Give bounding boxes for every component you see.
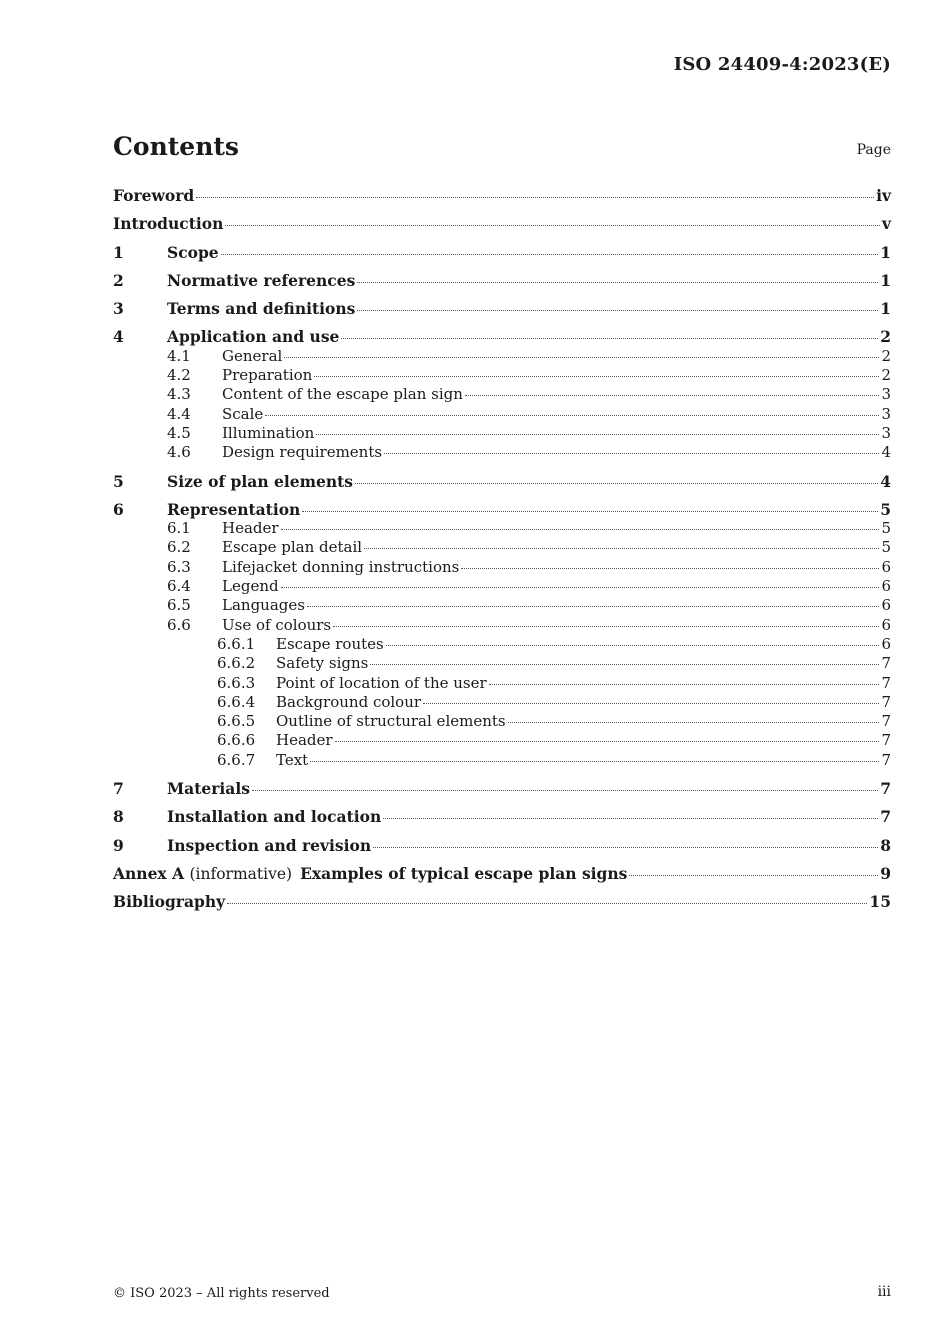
toc-entry[interactable] [113, 779, 891, 798]
toc-entry[interactable] [113, 519, 891, 538]
dot-leader [386, 645, 880, 646]
toc-entry-number: 6.6.6 [217, 731, 256, 750]
toc-entry-title: Bibliography [113, 892, 226, 912]
toc-entry-number: 4 [113, 327, 124, 347]
toc-entry[interactable] [113, 616, 891, 635]
toc-entry-page: 4 [880, 471, 891, 491]
toc-entry-title [113, 864, 627, 883]
toc-entry-number: 6.6.7 [217, 750, 256, 769]
annex-note: (informative) [189, 864, 293, 883]
page-column-label: Page [856, 142, 891, 158]
toc-entry-page: 7 [881, 731, 891, 750]
dot-leader [281, 587, 880, 588]
toc-entry-number: 4.1 [167, 346, 191, 365]
toc-entry-title: Materials [167, 779, 250, 799]
toc-entry-page: 3 [881, 404, 891, 423]
toc-entry-page: 7 [881, 654, 891, 673]
toc-entry-page: 6 [881, 634, 891, 653]
toc-entry-number: 7 [113, 779, 124, 799]
dot-leader [252, 790, 878, 791]
toc-entry[interactable] [113, 443, 891, 462]
dot-leader [355, 483, 878, 484]
toc-entry[interactable] [113, 214, 891, 233]
toc-entry-number: 1 [113, 242, 124, 262]
toc-entry[interactable] [113, 186, 891, 205]
dot-leader [281, 529, 880, 530]
toc-entry-page: 6 [881, 557, 891, 576]
toc-entry-page: 8 [880, 835, 891, 855]
toc-entry-number: 6.6.3 [217, 673, 256, 692]
toc-entry[interactable] [113, 577, 891, 596]
toc-entry-number: 6.6.5 [217, 712, 256, 731]
toc-entry-number: 2 [113, 270, 124, 290]
toc-entry[interactable] [113, 538, 891, 557]
toc-entry[interactable] [113, 243, 891, 262]
toc-entry-page: 6 [881, 615, 891, 634]
dot-leader [489, 684, 880, 685]
toc-entry-page: 2 [880, 327, 891, 347]
toc-entry[interactable] [113, 635, 891, 654]
toc-entry-number: 6.6.2 [217, 654, 256, 673]
dot-leader [370, 664, 879, 665]
toc-entry[interactable] [113, 807, 891, 826]
toc-entry-title: Normative references [167, 270, 356, 290]
toc-entry-page: 7 [881, 750, 891, 769]
toc-entry-title: Legend [222, 577, 279, 596]
dot-leader [221, 254, 879, 255]
toc-entry-title: Design requirements [222, 443, 383, 462]
toc-entry-page: 3 [881, 423, 891, 442]
toc-entry-title: Application and use [167, 327, 340, 347]
toc-entry[interactable] [113, 892, 891, 911]
toc-entry-title: Escape routes [276, 634, 384, 653]
annex-label: Annex A [113, 863, 185, 883]
toc-entry[interactable] [113, 751, 891, 770]
dot-leader [265, 415, 879, 416]
toc-entry-page: 4 [881, 443, 891, 462]
dot-leader [310, 761, 879, 762]
toc-entry-title: Scope [167, 242, 219, 262]
toc-entry-page: 15 [869, 892, 891, 912]
toc-entry-number: 4.3 [167, 385, 191, 404]
toc-entry-title: Lifejacket donning instructions [222, 557, 460, 576]
toc-entry-page: 7 [880, 779, 891, 799]
toc-entry-number: 4.4 [167, 404, 191, 423]
toc-entry-title: Escape plan detail [222, 538, 363, 557]
toc-entry[interactable] [113, 500, 891, 519]
toc-entry[interactable] [113, 693, 891, 712]
toc-entry-title: Point of location of the user [276, 673, 487, 692]
toc-entry-page: 7 [881, 692, 891, 711]
toc-entry-page: v [881, 214, 891, 234]
toc-entry-title: Preparation [222, 366, 313, 385]
toc-entry-title: Background colour [276, 692, 422, 711]
dot-leader [373, 847, 878, 848]
dot-leader [341, 338, 878, 339]
toc-entry[interactable] [113, 472, 891, 491]
contents-heading: Contents [113, 132, 240, 161]
toc-entry[interactable] [113, 327, 891, 346]
toc-entry-title: Installation and location [167, 807, 382, 827]
dot-leader [423, 703, 879, 704]
toc-entry-title: Scale [222, 404, 264, 423]
toc-entry-number: 4.5 [167, 423, 191, 442]
toc-entry-number: 6.5 [167, 596, 191, 615]
dot-leader [465, 395, 880, 396]
toc-entry-page: 7 [881, 712, 891, 731]
toc-entry-title: Inspection and revision [167, 835, 372, 855]
toc-entry[interactable] [113, 674, 891, 693]
toc-entry-number: 6.1 [167, 519, 191, 538]
dot-leader [284, 357, 879, 358]
dot-leader [307, 606, 880, 607]
dot-leader [335, 741, 880, 742]
toc-entry[interactable] [113, 405, 891, 424]
toc-entry-title: General [222, 346, 283, 365]
toc-entry-page: 7 [881, 673, 891, 692]
toc-entry-number: 6.4 [167, 577, 191, 596]
toc-entry-page: 5 [880, 499, 891, 519]
toc-entry-title: Use of colours [222, 615, 332, 634]
toc-entry-number: 9 [113, 835, 124, 855]
toc-entry-page: 2 [881, 366, 891, 385]
toc-entry[interactable] [113, 299, 891, 318]
toc-entry-number: 8 [113, 807, 124, 827]
toc-entry-title: Illumination [222, 423, 315, 442]
dot-leader [314, 376, 879, 377]
toc-entry[interactable] [113, 596, 891, 615]
toc-entry-page: 7 [880, 807, 891, 827]
toc-entry-page: 5 [881, 519, 891, 538]
toc-entry-title: Content of the escape plan sign [222, 385, 463, 404]
dot-leader [302, 511, 878, 512]
toc-entry-page: 1 [880, 242, 891, 262]
toc-entry-number: 6.6.4 [217, 692, 256, 711]
toc-entry-number: 6 [113, 499, 124, 519]
toc-entry[interactable] [113, 558, 891, 577]
annex-title: Examples of typical escape plan signs [300, 863, 628, 883]
toc-entry-title: Terms and definitions [167, 299, 356, 319]
dot-leader [384, 453, 879, 454]
toc-entry-title: Representation [167, 499, 301, 519]
dot-leader [357, 282, 878, 283]
document-id: ISO 24409-4:2023(E) [673, 54, 891, 75]
toc-entry[interactable] [113, 347, 891, 366]
dot-leader [316, 434, 879, 435]
dot-leader [629, 875, 878, 876]
footer-page-number: iii [877, 1284, 891, 1300]
toc-entry-page: 9 [880, 863, 891, 883]
toc-entry-number: 4.6 [167, 443, 191, 462]
toc-entry[interactable] [113, 366, 891, 385]
toc-entry-number: 6.6 [167, 615, 191, 634]
toc-entry-number: 6.6.1 [217, 634, 256, 653]
dot-leader [196, 197, 874, 198]
toc-entry-number: 4.2 [167, 366, 191, 385]
toc-entry-title: Foreword [113, 186, 195, 205]
toc-entry-title: Languages [222, 596, 305, 615]
toc-entry-title: Size of plan elements [167, 471, 354, 491]
toc-entry[interactable] [113, 271, 891, 290]
dot-leader [461, 568, 879, 569]
toc-entry[interactable] [113, 424, 891, 443]
dot-leader [227, 903, 867, 904]
toc-entry[interactable] [113, 712, 891, 731]
toc-entry-page: 5 [881, 538, 891, 557]
toc-entry-page: 6 [881, 577, 891, 596]
toc-entry[interactable] [113, 836, 891, 855]
dot-leader [357, 310, 878, 311]
toc-entry[interactable] [113, 864, 891, 883]
toc-entry-page: 1 [880, 299, 891, 319]
dot-leader [383, 818, 878, 819]
footer-copyright: © ISO 2023 – All rights reserved [113, 1286, 330, 1301]
dot-leader [333, 626, 879, 627]
toc-entry-number: 3 [113, 299, 124, 319]
dot-leader [508, 722, 880, 723]
toc-entry-title: Header [222, 519, 279, 538]
toc-entry-number: 5 [113, 471, 124, 491]
toc-entry[interactable] [113, 654, 891, 673]
toc-entry-title: Header [276, 731, 333, 750]
toc-entry-title: Safety signs [276, 654, 369, 673]
toc-entry-page: 3 [881, 385, 891, 404]
toc-entry-page: 1 [880, 270, 891, 290]
toc-entry-page: 2 [881, 346, 891, 365]
toc-entry-number: 6.2 [167, 538, 191, 557]
dot-leader [225, 225, 880, 226]
toc-entry[interactable] [113, 731, 891, 750]
toc-entry-number: 6.3 [167, 557, 191, 576]
toc-entry[interactable] [113, 385, 891, 404]
toc-entry-page: 6 [881, 596, 891, 615]
toc-entry-title: Text [276, 750, 309, 769]
toc-entry-page: iv [876, 186, 891, 205]
toc-entry-title: Introduction [113, 214, 224, 234]
table-of-contents [113, 186, 891, 912]
dot-leader [364, 548, 879, 549]
toc-entry-title: Outline of structural elements [276, 712, 506, 731]
